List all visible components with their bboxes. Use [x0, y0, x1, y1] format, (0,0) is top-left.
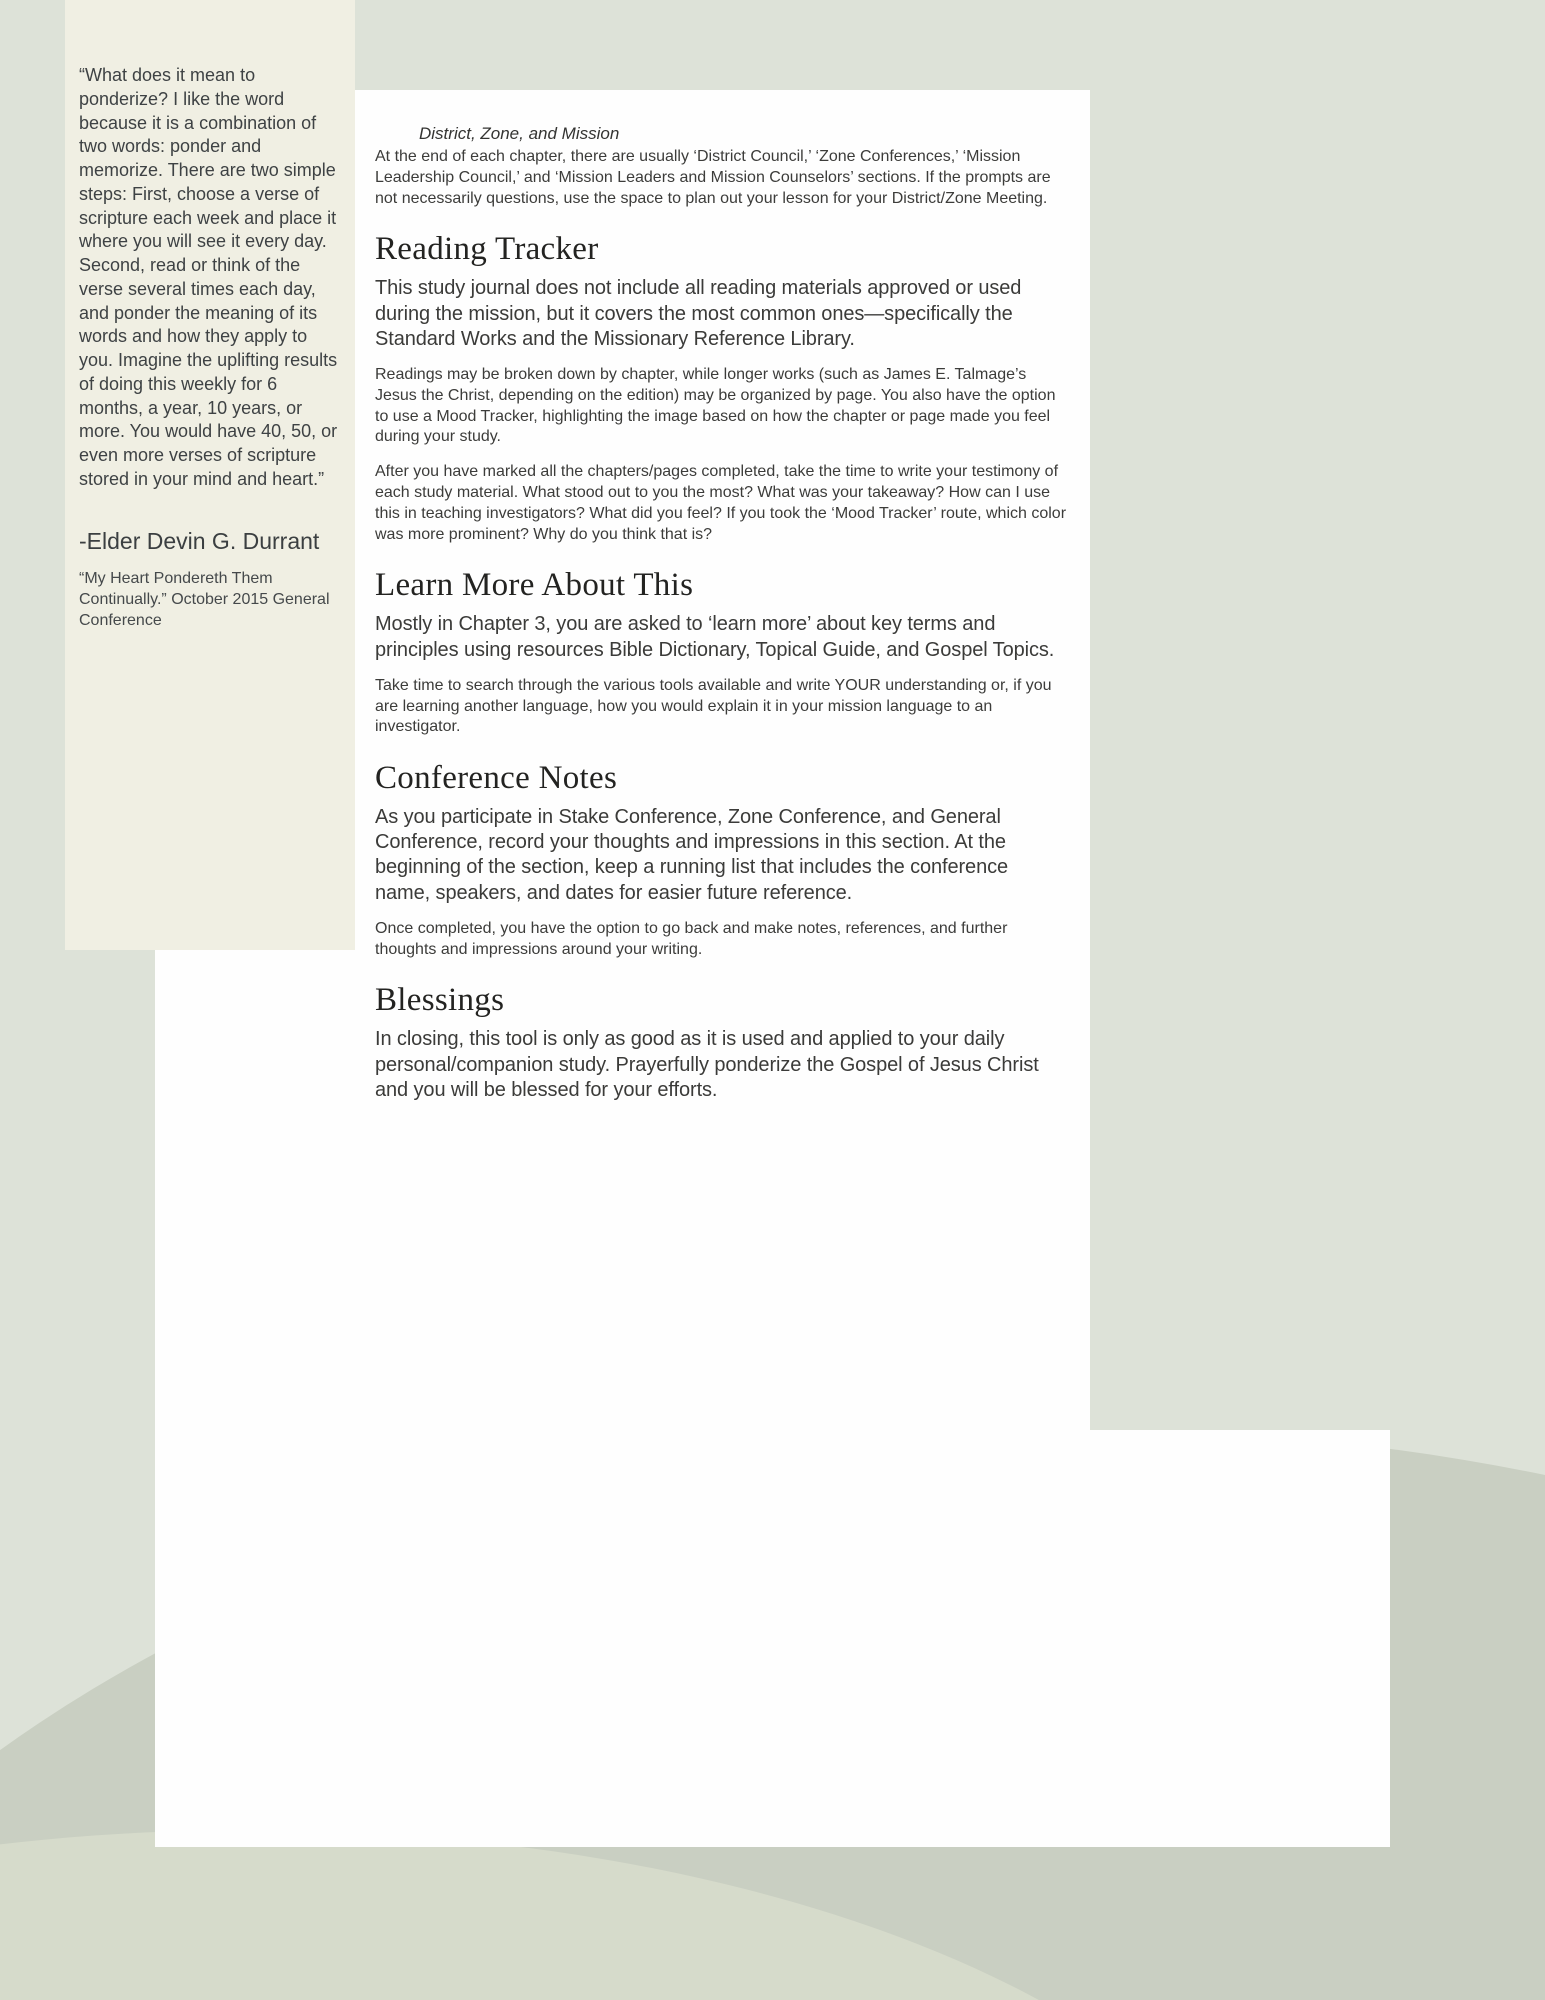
section-paragraph: Take time to search through the various tools available and write YOUR understanding or, if you are learning another language, how you would explain it in your mission language to an investigator.: [375, 676, 1052, 736]
section-paragraph: After you have marked all the chapters/pages completed, take the time to write your testimony of each study material. What stood out to you the most? What was your takeaway? How can I use this in teaching investigators? What did you feel? If you took the ‘Mood Tracker’ route, which color was more prominent? Why do you think that is?: [375, 463, 1067, 543]
section-lead: This study journal does not include all reading materials approved or used during the mission, but it covers the most common ones—specifically the Standard Works and the Missionary Reference Library.: [375, 277, 1022, 350]
intro-paragraph: At the end of each chapter, there are usually ‘District Council,’ ‘Zone Conferences,’ ‘Mission Leadership Council,’ and ‘Mission Leaders and Mission Counselors’ sections. If the prompts are not necessarily questions, use the space to plan out your lesson for your District/Zone Meeting.: [375, 148, 1051, 207]
section-conference-notes: [375, 760, 1067, 960]
content-column: [375, 124, 1067, 1116]
quote-citation: “My Heart Pondereth Them Continually.” October 2015 General Conference: [79, 569, 330, 629]
section-paragraph: Readings may be broken down by chapter, while longer works (such as James E. Talmage’s Jesus the Christ, depending on the edition) may be organized by page. You also have the option to use a Mood Tracker, highlighting the image based on how the chapter or page made you feel during your study.: [375, 365, 1056, 446]
quote-text: “What does it mean to ponderize? I like the word because it is a combination of two words: ponder and memorize. There are two simple steps: First, choose a verse of scripture each week and place it where you will see it every day. Second, read or think of the verse several times each day, and ponder the meaning of its words and how they apply to you. Imagine the uplifting results of doing this weekly for 6 months, a year, 10 years, or more. You would have 40, 50, or even more verses of scripture stored in your mind and heart.”: [79, 65, 338, 489]
section-learn-more-about-this: [375, 567, 1067, 738]
section-blessings: [375, 982, 1067, 1103]
intro-subheading: District, Zone, and Mission: [419, 124, 620, 143]
section-reading-tracker: [375, 231, 1067, 545]
section-lead: As you participate in Stake Conference, Zone Conference, and General Conference, record your thoughts and impressions in this section. At the beginning of the section, keep a running list that includes the conference name, speakers, and dates for easier future reference.: [375, 806, 1009, 904]
section-heading: Reading Tracker: [375, 231, 599, 268]
quote-attribution: -Elder Devin G. Durrant: [79, 527, 320, 554]
section-paragraph: Once completed, you have the option to go back and make notes, references, and further thoughts and impressions around your writing.: [375, 919, 1008, 958]
section-heading: Blessings: [375, 982, 505, 1019]
section-lead: In closing, this tool is only as good as it is used and applied to your daily personal/companion study. Prayerfully ponderize the Gospel of Jesus Christ and you will be blessed for your efforts.: [375, 1028, 1039, 1101]
background-top-right-block: [1090, 0, 1545, 1430]
section-heading: Learn More About This: [375, 567, 694, 604]
section-lead: Mostly in Chapter 3, you are asked to ‘learn more’ about key terms and principles using resources Bible Dictionary, Topical Guide, and Gospel Topics.: [375, 613, 1055, 661]
section-heading: Conference Notes: [375, 760, 618, 797]
quote-panel: [65, 0, 355, 950]
